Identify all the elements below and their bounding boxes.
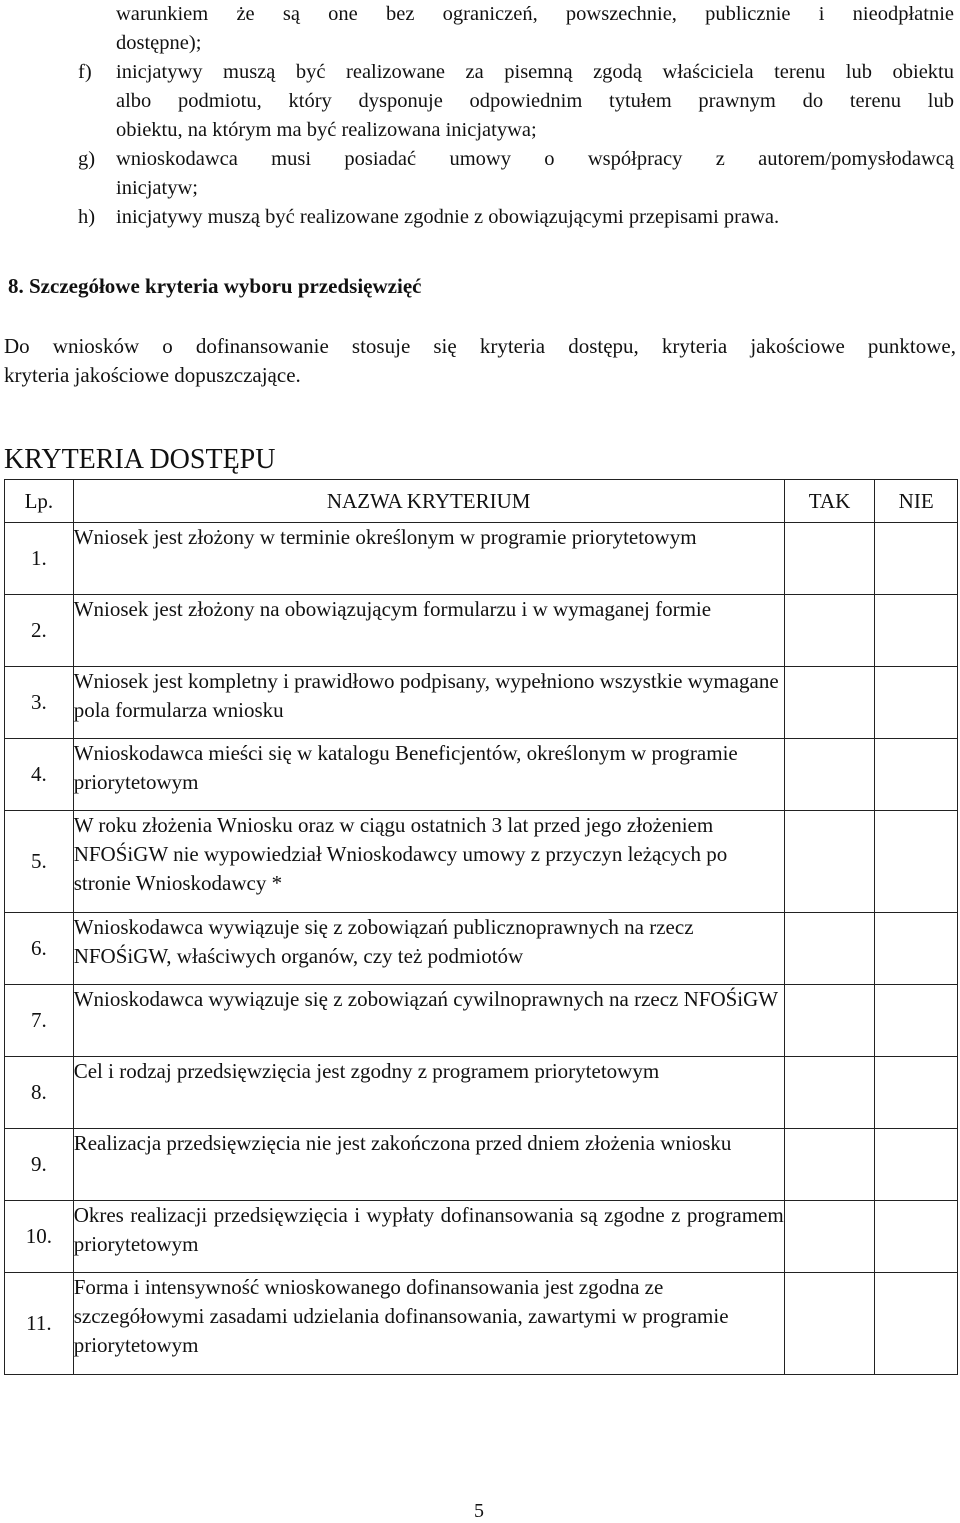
row-criterion: W roku złożenia Wniosku oraz w ciągu ostatnich 3 lat przed jego złożeniem NFOŚiGW nie wypowiedział Wnioskodawcy umowy z przyczyn leżących po stronie Wnioskodawcy *: [73, 811, 784, 913]
tak-cell[interactable]: [784, 595, 875, 667]
section-heading: 8. Szczegółowe kryteria wyboru przedsięwzięć: [8, 274, 422, 298]
row-number: 6.: [5, 913, 74, 985]
header-nie: NIE: [875, 480, 958, 523]
row-criterion: Wniosek jest złożony na obowiązującym formularzu i w wymaganej formie: [73, 595, 784, 667]
intro-item-g: g) wnioskodawca musi posiadać umowy o współpracy z autorem/pomysłodawcą: [116, 145, 954, 174]
list-marker: g): [78, 148, 96, 170]
list-marker: f): [78, 61, 92, 83]
nie-cell[interactable]: [875, 1057, 958, 1129]
header-tak: TAK: [784, 480, 875, 523]
header-lp: Lp.: [5, 480, 74, 523]
intro-line-2: dostępne);: [116, 32, 202, 54]
table-row: [5, 811, 958, 913]
nie-cell[interactable]: [875, 985, 958, 1057]
tak-cell[interactable]: [784, 523, 875, 595]
row-number: 11.: [5, 1273, 74, 1375]
row-criterion: Wniosek jest złożony w terminie określonym w programie priorytetowym: [73, 523, 784, 595]
tak-cell[interactable]: [784, 811, 875, 913]
row-criterion: Wniosek jest kompletny i prawidłowo podpisany, wypełniono wszystkie wymagane pola formularza wniosku: [73, 667, 784, 739]
nie-cell[interactable]: [875, 1129, 958, 1201]
row-criterion: Realizacja przedsięwzięcia nie jest zakończona przed dniem złożenia wniosku: [73, 1129, 784, 1201]
row-number: 10.: [5, 1201, 74, 1273]
tak-cell[interactable]: [784, 739, 875, 811]
row-number: 5.: [5, 811, 74, 913]
intro-item-f: f) inicjatywy muszą być realizowane za pisemną zgodą właściciela terenu lub obiektu: [116, 58, 954, 87]
tak-cell[interactable]: [784, 1201, 875, 1273]
nie-cell[interactable]: [875, 739, 958, 811]
criteria-table: [4, 479, 958, 1375]
nie-cell[interactable]: [875, 523, 958, 595]
intro-line-1: warunkiem że są one bez ograniczeń, powszechnie, publicznie i nieodpłatnie: [116, 3, 954, 25]
nie-cell[interactable]: [875, 811, 958, 913]
table-row: [5, 985, 958, 1057]
section-paragraph: [4, 332, 956, 390]
table-row: [5, 1201, 958, 1273]
nie-cell[interactable]: [875, 913, 958, 985]
tak-cell[interactable]: [784, 1273, 875, 1375]
table-row: [5, 1057, 958, 1129]
row-criterion: Okres realizacji przedsięwzięcia i wypłaty dofinansowania są zgodne z programem priorytetowym: [73, 1201, 784, 1273]
tak-cell[interactable]: [784, 913, 875, 985]
row-number: 2.: [5, 595, 74, 667]
row-number: 1.: [5, 523, 74, 595]
tak-cell[interactable]: [784, 1057, 875, 1129]
row-criterion: Wnioskodawca mieści się w katalogu Beneficjentów, określonym w programie priorytetowym: [73, 739, 784, 811]
paragraph-line-1: Do wniosków o dofinansowanie stosuje się kryteria dostępu, kryteria jakościowe punktowe,: [4, 334, 956, 358]
header-name: NAZWA KRYTERIUM: [73, 480, 784, 523]
row-criterion: Forma i intensywność wnioskowanego dofinansowania jest zgodna ze szczegółowymi zasadami udzielania dofinansowania, zawartymi w programie priorytetowym: [73, 1273, 784, 1375]
intro-line-7: inicjatyw;: [116, 177, 198, 199]
tak-cell[interactable]: [784, 985, 875, 1057]
paragraph-line-2: kryteria jakościowe dopuszczające.: [4, 363, 301, 387]
nie-cell[interactable]: [875, 1273, 958, 1375]
nie-cell[interactable]: [875, 667, 958, 739]
criteria-title: KRYTERIA DOSTĘPU: [4, 444, 276, 475]
row-criterion: Cel i rodzaj przedsięwzięcia jest zgodny z programem priorytetowym: [73, 1057, 784, 1129]
table-row: [5, 739, 958, 811]
table-row: [5, 1129, 958, 1201]
table-row: [5, 595, 958, 667]
row-number: 3.: [5, 667, 74, 739]
nie-cell[interactable]: [875, 595, 958, 667]
row-number: 7.: [5, 985, 74, 1057]
intro-item-h: h) inicjatywy muszą być realizowane zgodnie z obowiązującymi przepisami prawa.: [116, 203, 779, 232]
intro-line-4: albo podmiotu, który dysponuje odpowiednim tytułem prawnym do terenu lub: [116, 90, 954, 112]
row-number: 8.: [5, 1057, 74, 1129]
row-criterion: Wnioskodawca wywiązuje się z zobowiązań publicznoprawnych na rzecz NFOŚiGW, właściwych organów, czy też podmiotów: [73, 913, 784, 985]
tak-cell[interactable]: [784, 667, 875, 739]
table-header-row: [5, 480, 958, 523]
row-criterion: Wnioskodawca wywiązuje się z zobowiązań cywilnoprawnych na rzecz NFOŚiGW: [73, 985, 784, 1057]
row-number: 4.: [5, 739, 74, 811]
table-row: [5, 1273, 958, 1375]
intro-line-5: obiektu, na którym ma być realizowana inicjatywa;: [116, 119, 537, 141]
nie-cell[interactable]: [875, 1201, 958, 1273]
page-number: 5: [474, 1500, 484, 1522]
list-marker: h): [78, 206, 96, 228]
table-row: [5, 667, 958, 739]
tak-cell[interactable]: [784, 1129, 875, 1201]
table-row: [5, 523, 958, 595]
row-number: 9.: [5, 1129, 74, 1201]
table-row: [5, 913, 958, 985]
